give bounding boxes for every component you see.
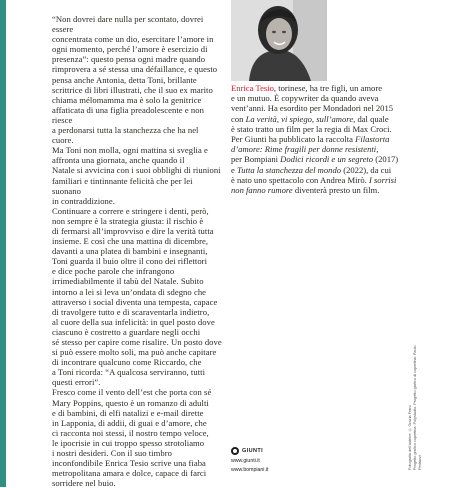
- giunti-logo-icon: [231, 447, 239, 455]
- author-name: Enrica Tesio: [231, 83, 274, 93]
- book-title: La verità, vi spiego, sull’amore: [245, 113, 354, 124]
- publisher-block: [231, 447, 268, 474]
- publisher-logo: GIUNTI: [231, 447, 268, 455]
- book-blurb: “Non dovrei dare nulla per scontato, dovrei essere concentrata come un dio, esercitare l’amore in ogni momento, perché l’amore è esercizio di presenza”: questo pensa ogni madre quando rimprovera a sé stessa una défaillance, e questo pensa anche Antonia, detta Toni, brillante scrittrice di libri illustrati, che il suo ex marito chiama mélomamma ma è solo la genitrice affaticata di una figlia preadolescente e non riesce a perdonarsi tutta la stanchezza che ha nel cuore. Ma Toni non molla, ogni mattina si sveglia e affronta una giornata, anche quando il Natale si avvicina con i suoi obblighi di riunioni familiari e tintinnante felicità che per lei suonano in contraddizione. Continuare a correre e stringere i denti, però, non sempre è la strategia giusta: il rischio è di fermarsi all’improvviso e dire la verità tutta insieme. E così che una mattina di dicembre, davanti a una platea di bambini e insegnanti, Toni guarda il buio oltre il cono dei riflettori e dice poche parole che infrangono irrimediabilmente il tabù del Natale. Subito intorno a lei si leva un’ondata di sdegno che attraverso i social diventa una tempesta, capace di travolgere tutto e di scaraventarla indietro, al cuore della sua infelicità: in quel posto dove ciascuno è costretto a guardare negli occhi sé stesso per capire come risalire. Un posto dove si può essere molto soli, ma può anche capitare di incontrare qualcuno come Riccardo, che a Toni ricorda: “A qualcosa serviranno, tutti questi errori”. Fresco come il vento dell’est che porta con sé Mary Poppins, questo è un romanzo di adulti e di bambini, di elfi natalizi e e-mail dirette in Lapponia, di addii, di guai e d’amore, che ci racconta noi stessi, il nostro tempo veloce, le ipocrisie in cui troppo spesso strotoliamo i nostri desideri. Con il suo timbro inconfondibile Enrica Tesio scrive una fiaba metropolitana amara e dolce, capace di farci sorridere nel buio.: [52, 14, 222, 488]
- publisher-url: www.bompiani.it: [231, 467, 269, 473]
- cover-edge: [0, 0, 6, 487]
- author-photo: [231, 0, 327, 81]
- photo-credit: Fotografia dell’autrice: © Grazia Ferro Progetto grafico copertina: Polystudio. Progetto grafico di copertina: Paolo Pedrazzi: [408, 345, 422, 470]
- book-title: Filastorta d’amore: Rime fragili per donne resistenti: [231, 134, 390, 155]
- author-bio: Enrica Tesio, torinese, ha tre figli, un amore e un mutuo. È copywriter da quando aveva vent’anni. Ha esordito per Mondadori nel 2015 con La verità, vi spiego, sull’amore, dal quale è stato tratto un film per la regia di Max Croci. Per Giunti ha pubblicato la raccolta Filastorta d’amore: Rime fragili per donne resistenti, per Bompiani Dodici ricordi e un segreto (2017) e Tutta la stanchezza del mondo (2022), da cui è nato uno spettacolo con Andrea Mirò. I sorrisi non fanno rumore diventerà presto un film.: [231, 83, 399, 196]
- book-title: Tutta la stanchezza del mondo: [236, 164, 342, 175]
- book-title: Dodici ricordi e un segreto: [280, 154, 374, 165]
- book-title: I sorrisi non fanno rumore: [231, 174, 397, 196]
- publisher-url: www.giunti.it: [231, 458, 260, 464]
